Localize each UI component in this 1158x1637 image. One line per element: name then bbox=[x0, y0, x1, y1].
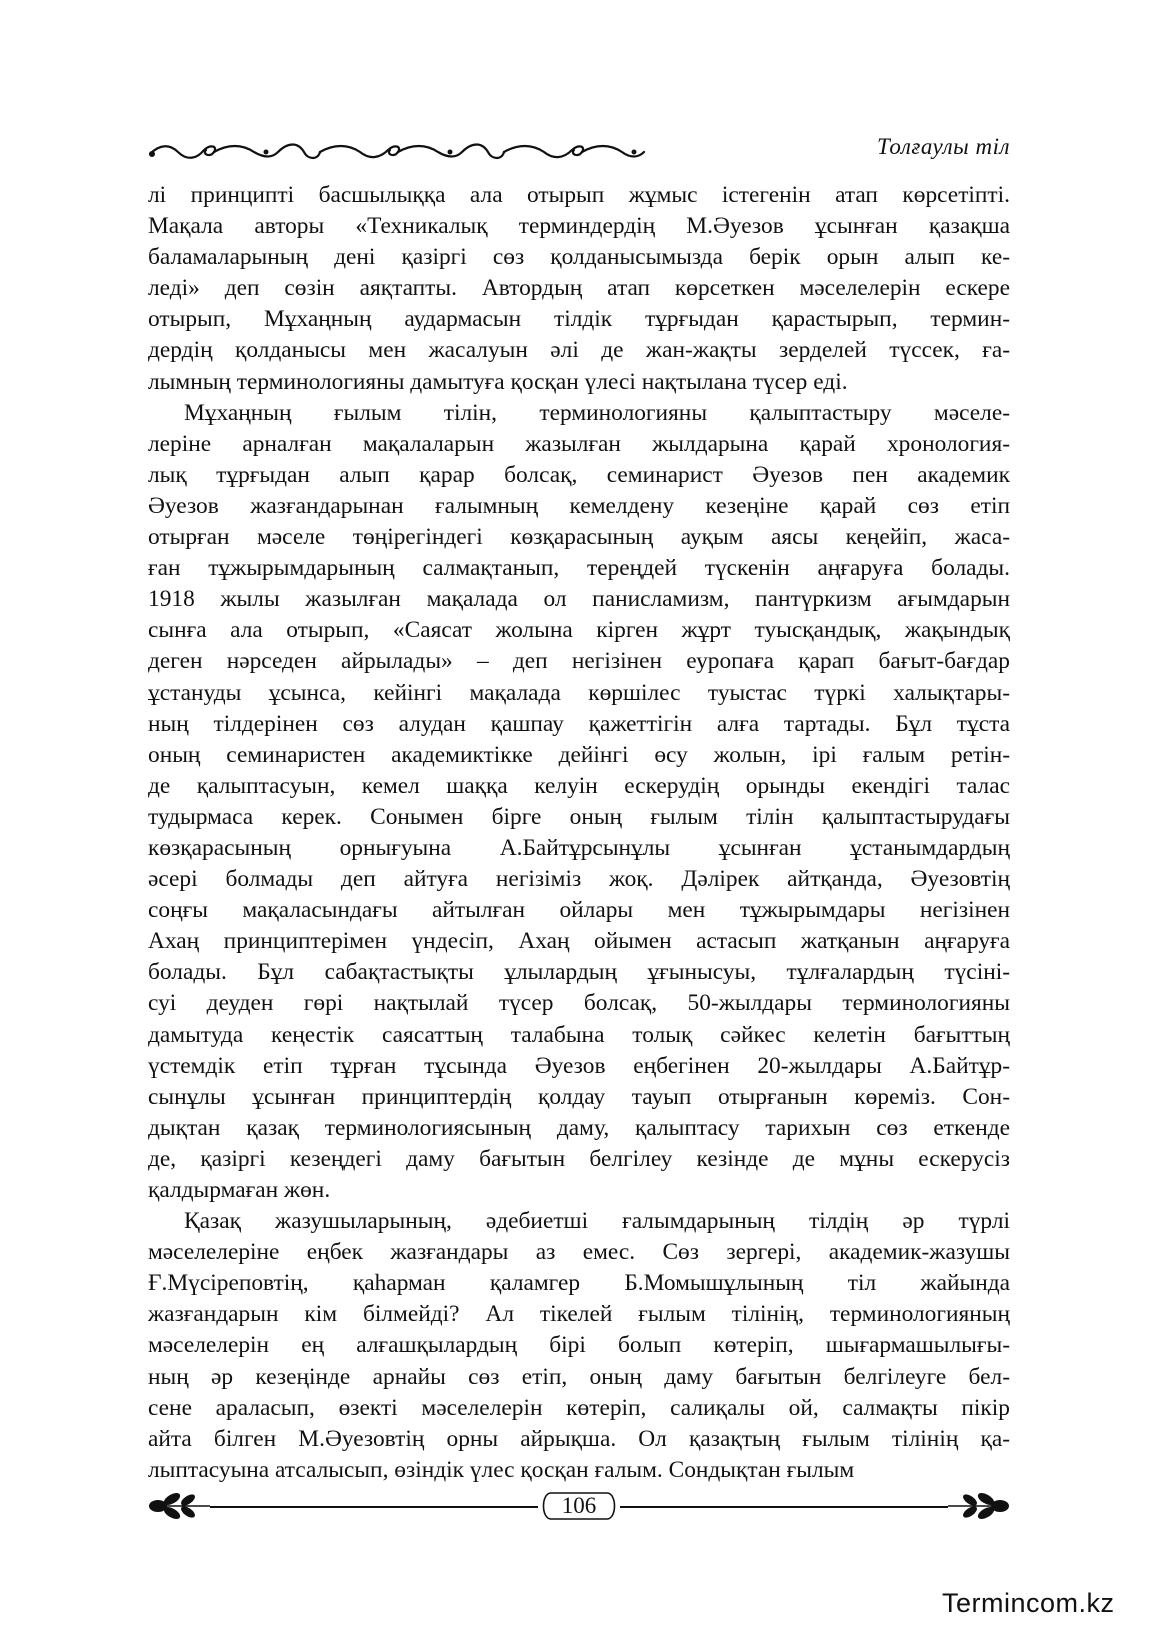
text-line: сынға ала отырып, «Саясат жолына кірген жұрт туысқандық, жақындық bbox=[148, 617, 1010, 644]
paragraph bbox=[148, 398, 1010, 1206]
text-line: 1918 жылы жазылған мақалада ол панисламизм, пантүркизм ағымдарын bbox=[148, 586, 1010, 613]
text-line: Мұхаңның ғылым тілін, терминологияны қалыптастыру мәселе- bbox=[184, 399, 1010, 426]
page-number: 106 bbox=[561, 1493, 597, 1518]
text-line: лі принципті басшылыққа ала отырып жұмыс істегенін атап көрсетіпті. bbox=[148, 182, 1010, 208]
text-line: соңғы мақаласындағы айтылған ойлары мен тұжырымдары негізінен bbox=[148, 897, 1010, 924]
text-line: сынұлы ұсынған принциптердің қолдау тауып отырғанын көреміз. Сон- bbox=[148, 1083, 1010, 1110]
text-line: мәселелерін ең алғашқылардың бірі болып көтеріп, шығармашылығы- bbox=[148, 1332, 1010, 1359]
text-line: баламаларының дені қазіргі сөз қолданысымызда берік орын алып ке- bbox=[148, 244, 1010, 271]
text-line: дердің қолданысы мен жасалуын әлі де жан-жақты зерделей түссек, ға- bbox=[148, 337, 1010, 364]
text-line: әсері болмады деп айтуға негізіміз жоқ. Дәлірек айтқанда, Әуезовтің bbox=[148, 866, 1010, 893]
site-watermark: Termincom.kz bbox=[942, 1588, 1115, 1618]
text-line: қалдырмаған жөн. bbox=[148, 1177, 331, 1203]
text-line: ның әр кезеңінде арнайы сөз етіп, оның даму бағытын белгілеуге бел- bbox=[148, 1363, 1010, 1390]
text-line: Ғ.Мүсіреповтің, қаһарман қаламгер Б.Момышұлының тіл жайында bbox=[148, 1270, 1010, 1297]
text-line: көзқарасының орнығуына А.Байтұрсынұлы ұсынған ұстанымдардың bbox=[148, 834, 1010, 861]
text-line: сене араласып, өзекті мәселелерін көтеріп, салиқалы ой, салмақты пікір bbox=[148, 1394, 1010, 1421]
footer-rule-left bbox=[210, 1506, 538, 1508]
text-line: леріне арналған мақалаларын жазылған жылдарына қарай хронология- bbox=[148, 430, 1010, 457]
paragraph bbox=[148, 1206, 1010, 1486]
text-line: суі деуден гөрі нақтылай түсер болсақ, 50-жылдары терминологияны bbox=[148, 990, 1010, 1017]
text-line: Қазақ жазушыларының, әдебиетші ғалымдарының тілдің әр түрлі bbox=[184, 1208, 1010, 1235]
text-line: лымның терминологияны дамытуға қосқан үлесі нақтылана түсер еді. bbox=[148, 368, 848, 395]
text-line: леді» деп сөзін аяқтапты. Автордың атап көрсеткен мәселелерін ескере bbox=[148, 275, 1010, 302]
decorative-border-ornament bbox=[148, 138, 648, 166]
paragraph bbox=[148, 180, 1010, 398]
page-footer bbox=[148, 1486, 1010, 1526]
text-line: оның семинаристен академиктікке дейінгі өсу жолын, ірі ғалым ретін- bbox=[148, 741, 1010, 768]
text-line: отырып, Мұхаңның аудармасын тілдік тұрғыдан қарастырып, термин- bbox=[148, 306, 1010, 333]
text-line: де қалыптасуын, кемел шаққа келуін ескерудің орынды екендігі талас bbox=[148, 772, 1010, 799]
text-line: отырған мәселе төңірегіндегі көзқарасының ауқым аясы кеңейіп, жаса- bbox=[148, 524, 1010, 551]
text-line: де, қазіргі кезеңдегі даму бағытын белгілеу кезінде де мұны ескерусіз bbox=[148, 1145, 1010, 1172]
text-line: деген нәрседен айрылады» – деп негізінен еуропаға қарап бағыт-бағдар bbox=[148, 648, 1010, 675]
text-line: ұстануды ұсынса, кейінгі мақалада көршілес туыстас түркі халықтары- bbox=[148, 679, 1010, 706]
text-line: тудырмаса керек. Сонымен бірге оның ғылым тілін қалыптастырудағы bbox=[148, 803, 1010, 830]
text-line: ның тілдерінен сөз алудан қашпау қажеттігін алға тартады. Бұл тұста bbox=[148, 710, 1010, 737]
text-line: мәселелеріне еңбек жазғандары аз емес. Сөз зергері, академик-жазушы bbox=[148, 1239, 1010, 1266]
text-line: Әуезов жазғандарынан ғалымның кемелдену кезеңіне қарай сөз етіп bbox=[148, 492, 1010, 519]
text-line: Ахаң принциптерімен үндесіп, Ахаң ойымен астасып жатқанын аңғаруға bbox=[148, 928, 1010, 955]
text-line: болады. Бұл сабақтастықты ұлылардың ұғынысуы, тұлғалардың түсіні- bbox=[148, 959, 1010, 986]
text-line: дамытуда кеңестік саясаттың талабына толық сәйкес келетін бағыттың bbox=[148, 1021, 1010, 1048]
text-line: лық тұрғыдан алып қарар болсақ, семинарист Әуезов пен академик bbox=[148, 461, 1010, 488]
running-title: Толғаулы тіл bbox=[876, 134, 1010, 159]
text-line: дықтан қазақ терминологиясының даму, қалыптасу тарихын сөз еткенде bbox=[148, 1114, 1010, 1141]
text-line: ған тұжырымдарының салмақтанып, тереңдей түскенін аңғаруға болады. bbox=[148, 555, 1010, 582]
text-line: лыптасуына атсалысып, өзіндік үлес қосқан ғалым. Сондықтан ғылым bbox=[148, 1456, 855, 1483]
text-line: айта білген М.Әуезовтің орны айрықша. Ол қазақтың ғылым тілінің қа- bbox=[148, 1425, 1010, 1452]
body-text bbox=[148, 180, 1010, 1486]
text-line: Мақала авторы «Техникалық терминдердің М.Әуезов ұсынған қазақша bbox=[148, 213, 1010, 240]
leaf-ornament-icon bbox=[148, 1488, 212, 1524]
text-line: үстемдік етіп тұрған тұсында Әуезов еңбегінен 20-жылдары А.Байтұр- bbox=[148, 1052, 1010, 1079]
page-number-frame bbox=[537, 1490, 621, 1522]
page-header bbox=[148, 134, 1010, 170]
leaf-ornament-icon bbox=[946, 1488, 1010, 1524]
footer-rule-right bbox=[620, 1506, 948, 1508]
text-line: жазғандарын кім білмейді? Ал тікелей ғылым тілінің, терминологияның bbox=[148, 1301, 1010, 1328]
